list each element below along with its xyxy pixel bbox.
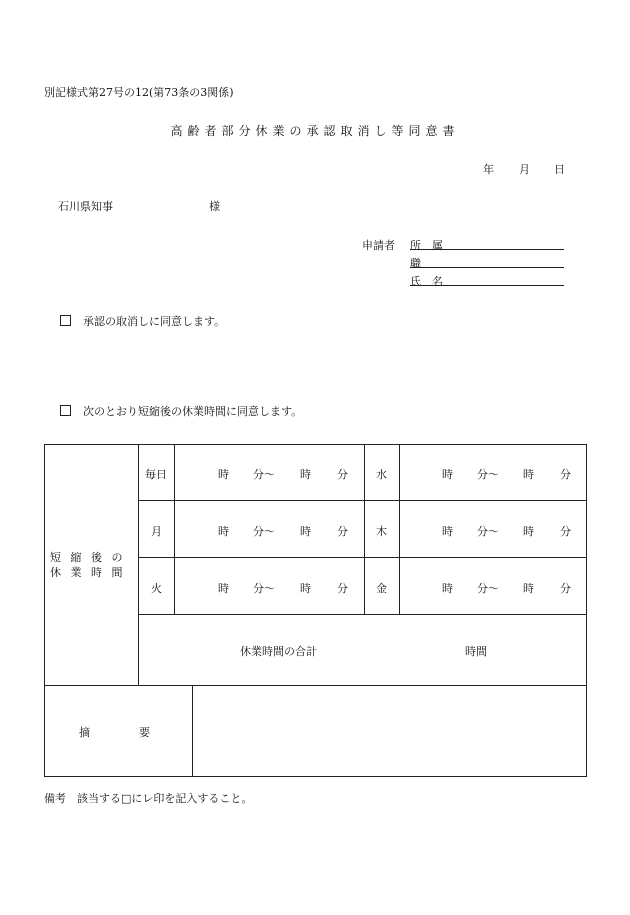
- day-label: 毎日: [145, 468, 167, 481]
- option-shorten-text: 次のとおり短縮後の休業時間に同意します。: [83, 405, 303, 418]
- time-hour-label: 時: [218, 525, 229, 538]
- day-label: 月: [151, 525, 162, 538]
- row-header-line1: 短 縮 後 の: [50, 551, 126, 564]
- position-line: [410, 267, 564, 268]
- day-label: 火: [151, 582, 162, 595]
- time-minute-label: 分: [560, 525, 571, 538]
- date-year-label: 年: [483, 163, 494, 176]
- time-hour-label: 時: [218, 468, 229, 481]
- time-minute-from-label: 分〜: [253, 525, 275, 538]
- option-revoke: [60, 313, 225, 329]
- time-hour-label: 時: [523, 525, 534, 538]
- option-revoke-text: 承認の取消しに同意します。: [83, 315, 226, 328]
- time-minute-from-label: 分〜: [477, 582, 499, 595]
- checkbox-icon: [60, 405, 71, 416]
- time-minute-from-label: 分〜: [477, 525, 499, 538]
- form-number: 別記様式第27号の12(第73条の3関係): [44, 86, 234, 99]
- time-hour-label: 時: [300, 525, 311, 538]
- affiliation-label: 所 属: [410, 239, 443, 252]
- time-hour-label: 時: [523, 582, 534, 595]
- time-minute-label: 分: [560, 468, 571, 481]
- position-label: 職: [410, 257, 421, 270]
- time-minute-from-label: 分〜: [253, 582, 275, 595]
- day-label: 水: [376, 468, 387, 481]
- day-label: 金: [376, 582, 387, 595]
- time-minute-from-label: 分〜: [253, 468, 275, 481]
- date-day-label: 日: [554, 163, 565, 176]
- document-title: 高齢者部分休業の承認取消し等同意書: [170, 124, 460, 138]
- applicant-label: 申請者: [362, 239, 395, 252]
- row-header-line2: 休 業 時 間: [50, 566, 126, 579]
- addressee-honorific: 様: [209, 200, 220, 213]
- date-month-label: 月: [519, 163, 530, 176]
- time-hour-label: 時: [218, 582, 229, 595]
- total-unit: 時間: [465, 645, 487, 658]
- summary-label: 摘 要: [79, 726, 151, 739]
- time-minute-from-label: 分〜: [477, 468, 499, 481]
- time-minute-label: 分: [337, 582, 348, 595]
- name-label: 氏 名: [410, 275, 443, 288]
- total-label: 休業時間の合計: [240, 645, 317, 658]
- addressee-name: 石川県知事: [58, 200, 113, 213]
- time-hour-label: 時: [442, 468, 453, 481]
- time-hour-label: 時: [442, 582, 453, 595]
- checkbox-icon: [60, 315, 71, 326]
- name-line: [410, 285, 564, 286]
- time-hour-label: 時: [442, 525, 453, 538]
- note: 備考 該当する□にレ印を記入すること。: [44, 792, 253, 805]
- time-hour-label: 時: [300, 582, 311, 595]
- option-shorten: [60, 403, 302, 419]
- time-hour-label: 時: [523, 468, 534, 481]
- time-minute-label: 分: [560, 582, 571, 595]
- affiliation-line: [410, 249, 564, 250]
- day-label: 木: [376, 525, 387, 538]
- time-minute-label: 分: [337, 468, 348, 481]
- time-minute-label: 分: [337, 525, 348, 538]
- time-hour-label: 時: [300, 468, 311, 481]
